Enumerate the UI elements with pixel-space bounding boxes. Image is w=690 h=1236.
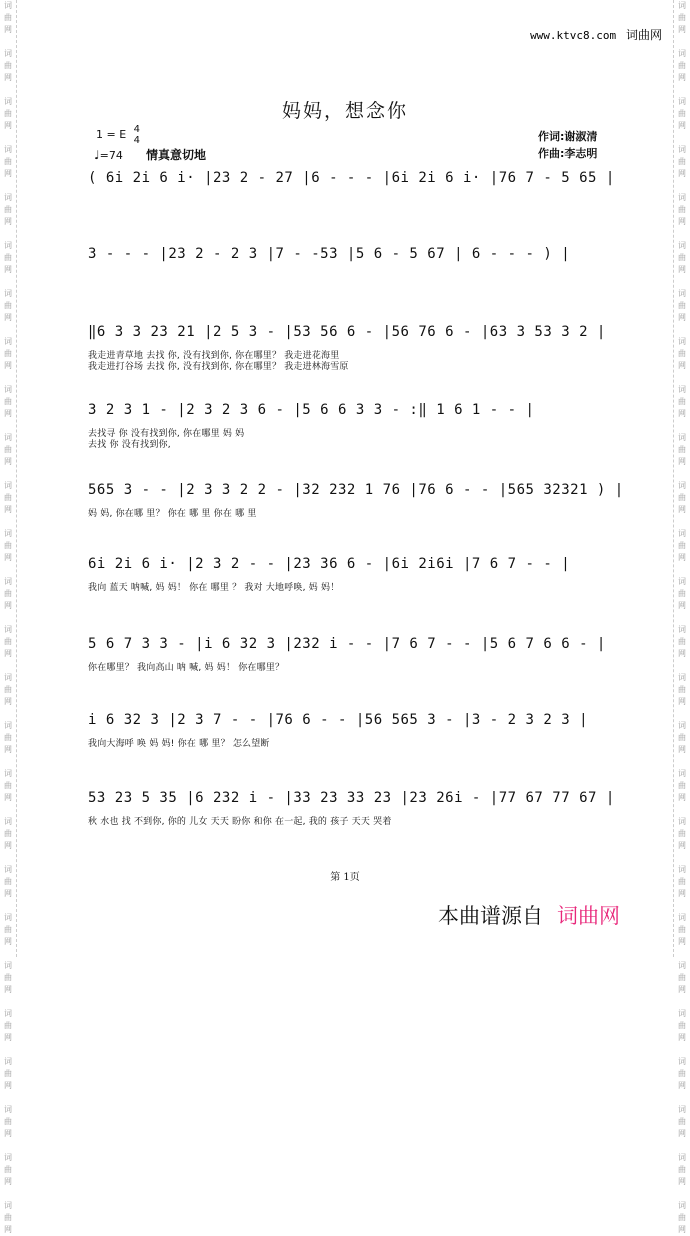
composer: 作曲:李志明 — [538, 147, 598, 160]
song-title: 妈妈，想念你 — [281, 100, 408, 122]
notation-line: 3 - - - |23 2 - 2 3 |7 - -53 |5 6 - 5 67 | 6 - - - ) | — [88, 246, 571, 262]
key-signature — [96, 124, 140, 146]
time-sig-bottom: 4 — [133, 135, 141, 146]
time-sig-top: 4 — [133, 124, 141, 135]
lyric-line: 我走进青草地 去找 你, 没有找到你, 你在哪里？ 我走进花海里 — [88, 351, 340, 361]
left-divider — [16, 0, 17, 957]
site-url[interactable]: www.ktvc8.com — [530, 29, 617, 42]
lyric-line: 去找 你 没有找到你, — [88, 440, 171, 450]
lyric-line: 你在哪里？ 我向高山 呐 喊, 妈 妈！ 你在哪里？ — [88, 663, 285, 673]
source-brand[interactable]: 词曲网 — [557, 904, 620, 928]
lyric-line: 去找寻 你 没有找到你, 你在哪里 妈 妈 — [88, 429, 245, 439]
notation-line: 5 6 7 3 3 - |i 6 32 3 |232 i - - |7 6 7 - - |5 6 7 6 6 - | — [88, 636, 606, 652]
site-name[interactable]: 词曲网 — [625, 28, 662, 42]
notation-line: ( 6i 2i 6 i· |23 2 - 27 |6 - - - |6i 2i 6 i· |76 7 - 5 65 | — [88, 170, 615, 186]
notation-line: 565 3 - - |2 3 3 2 2 - |32 232 1 76 |76 6 - - |565 32321 ) | — [88, 482, 624, 498]
source-credit — [438, 900, 620, 930]
tempo-value: =74 — [99, 149, 123, 162]
lyric-line: 秋 水也 找 不到你, 你的 儿女 天天 盼你 和你 在一起, 我的 孩子 天天 哭着 — [88, 817, 392, 827]
notation-line: 53 23 5 35 |6 232 i - |33 23 33 23 |23 26i - |77 67 77 67 | — [88, 790, 615, 806]
side-watermark-right: 词 曲 网 词 曲 网 词 曲 网 词 曲 网 词 曲 网 词 曲 网 词 曲 网 词 曲 网 词 曲 网 词 曲 网 词 曲 网 词 曲 网 词 曲 网 词 曲 网 词 曲 网 词 曲 网 词 曲 网 词 曲 网 词 曲 网 词 曲 网 词 曲 网 词 曲 网 词 曲 网 词 曲 网 词 曲 网 词 曲 网 — [678, 1, 686, 1234]
lyricist: 作词:谢淑清 — [538, 130, 598, 143]
notation-line: ‖6 3 3 23 21 |2 5 3 - |53 56 6 - |56 76 6 - |63 3 53 3 2 | — [88, 324, 606, 340]
key-label: 1 = E — [96, 128, 127, 141]
tempo-marking — [94, 148, 123, 162]
lyric-line: 我向大海呼 唤 妈 妈! 你在 哪 里？ 怎么望断 — [88, 739, 270, 749]
side-watermark-left: 词 曲 网 词 曲 网 词 曲 网 词 曲 网 词 曲 网 词 曲 网 词 曲 网 词 曲 网 词 曲 网 词 曲 网 词 曲 网 词 曲 网 词 曲 网 词 曲 网 词 曲 网 词 曲 网 词 曲 网 词 曲 网 词 曲 网 词 曲 网 词 曲 网 词 曲 网 词 曲 网 词 曲 网 词 曲 网 词 曲 网 — [4, 1, 12, 1234]
site-header — [530, 26, 662, 43]
lyric-line: 我走进打谷场 去找 你, 没有找到你, 你在哪里？ 我走进林海雪原 — [88, 362, 349, 372]
lyric-line: 我向 蓝天 呐喊, 妈 妈！ 你在 哪里 ？ 我对 大地呼唤, 妈 妈！ — [88, 583, 340, 593]
time-signature — [134, 124, 140, 146]
notation-line: i 6 32 3 |2 3 7 - - |76 6 - - |56 565 3 - |3 - 2 3 2 3 | — [88, 712, 589, 728]
right-divider — [673, 0, 674, 957]
notation-line: 6i 2i 6 i· |2 3 2 - - |23 36 6 - |6i 2i6i |7 6 7 - - | — [88, 556, 571, 572]
expression-marking: 情真意切地 — [146, 148, 207, 162]
source-prefix: 本曲谱源自 — [438, 904, 543, 928]
notation-line: 3 2 3 1 - |2 3 2 3 6 - |5 6 6 3 3 - :‖ 1 6 1 - - | — [88, 402, 535, 418]
page-number: 第 1页 — [330, 872, 360, 883]
lyric-line: 妈 妈, 你在哪 里？ 你在 哪 里 你在 哪 里 — [88, 509, 257, 519]
credits — [538, 128, 597, 162]
quarter-note-icon: ♩ — [94, 148, 100, 162]
